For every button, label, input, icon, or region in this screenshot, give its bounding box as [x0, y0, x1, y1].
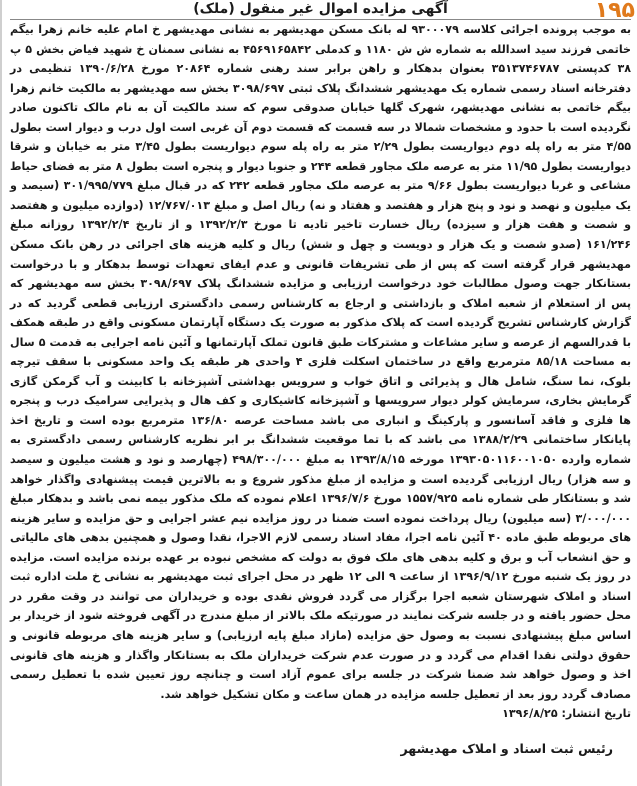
signature-line: رئیس ثبت اسناد و املاک مهدیشهر	[400, 741, 613, 756]
notice-body	[10, 20, 631, 724]
notice-title: آگهی مزایده اموال غیر منقول (ملک)	[10, 0, 631, 20]
scan-edge	[0, 0, 2, 786]
notice-paragraph: به موجب پرونده اجرائی کلاسه ۹۳۰۰۰۷۹ له بانک مسکن مهدیشهر به نشانی مهدیشهر خ امام علیه خانم زهرا بیگم خاتمی فرزند سید اسدالله به شماره ش ش ۱۱۸۰ و کدملی ۴۵۶۹۱۶۵۸۴۲ به نشانی سمنان خ شهید فیاض بخش ۵ پ ۳۸ کدپستی ۳۵۱۳۷۴۶۷۸۷ بعنوان بدهکار و راهن برابر سند رهنی شماره ۲۰۸۶۴ مورخ ۱۳۹۰/۶/۲۸ تنظیمی در دفترخانه اسناد رسمی شماره یک مهدیشهر ششدانگ پلاک ثبتی ۳۰۹۸/۶۹۷ بخش سه مهدیشهر به مالکیت خانم زهرا بیگم خاتمی به نشانی مهدیشهر، شهرک گلها خیابان صدوقی سوم که سند مالکیت آن به نام مالک تاکنون صادر نگردیده است با حدود و مشخصات شمالا در سه قسمت که قسمت دوم آن غربی است اول درب و دیوار است بطول ۴/۵۵ متر به راه پله دوم دیواریست بطول ۲/۲۹ متر به راه پله سوم دیواریست بطول ۳/۴۵ متر به خیابان و شرقا دیواریست بطول ۱۱/۹۵ متر به عرصه ملک مجاور قطعه ۲۴۴ و جنوبا دیوار و پنجره است بطول ۸ متر به فضای حیاط مشاعی و غربا دیواریست بطول ۹/۶۶ متر به عرصه ملک مجاور قطعه ۲۴۲ که در قبال مبلغ ۳۰۱/۹۹۵/۷۷۹ (سیصد و یک میلیون و نهصد و نود و پنج هزار و هفتصد و هفتاد و نه) ریال اصل و مبلغ ۱۲/۷۶۷/۰۱۳ (دوازده میلیون و هفتصد و شصت و هفت هزار و سیزده) ریال خسارت تاخیر تادیه تا مورخ ۱۳۹۲/۲/۳ و از تاریخ ۱۳۹۲/۲/۴ روزانه مبلغ ۱۶۱/۲۴۶ (صدو شصت و یک هزار و دویست و چهل و شش) ریال و کلیه هزینه های اجرائی در رهن بانک مسکن مهدیشهر قرار گرفته است که پس از طی تشریفات قانونی و عدم ایفای تعهدات توسط بدهکار و با درخواست بستانکار جهت وصول مطالبات خود درخواست ارزیابی و مزایده ششدانگ پلاک ۳۰۹۸/۶۹۷ بخش سه مهدیشهر که پس از استعلام از شعبه املاک و بازداشتی و ارجاع به کارشناس رسمی دادگستری ارزیابی قطعی گردید که در گزارش کارشناس تشریح گردیده است که پلاک مذکور به صورت یک دستگاه آپارتمان مسکونی واقع در طبقه همکف با قدرالسهم از عرصه و سایر مشاعات و مشترکات طبق قانون تملک آپارتمانها و آئین نامه اجرایی به قدمت ۵ سال به مساحت ۸۵/۱۸ مترمربع واقع در ساختمان اسکلت فلزی ۴ واحدی هر طبقه یک واحد مسکونی با سقف تیرچه بلوک، نما سنگ، شامل هال و پذیرائی و اتاق خواب و سرویس بهداشتی آشپزخانه با کابینت و آب گرمکن گازی گرمایش بخاری، سرمایش کولر دیوار سرویسها و آشپزخانه کاشیکاری و کف هال و پذیرایی سرامیک درب و پنجره ها فلزی و فاقد آسانسور و پارکینگ و انباری می باشد مساحت عرصه ۱۳۶/۸۰ مترمربع بوده است و تاریخ اخذ پایانکار ساختمانی ۱۳۸۸/۲/۲۹ می باشد که با تما موقعیت ششدانگ بر ابر نظریه کارشناس رسمی دادگستری به شماره وارده ۱۳۹۳۰۵۰۱۱۶۰۰۱۰۵۰ مورخه ۱۳۹۳/۸/۱۵ به مبلغ ۴۹۸/۳۰۰/۰۰۰ (چهارصد و نود و هشت میلیون و سیصد و سه هزار) ریال ارزیابی گردیده است و مزایده از مبلغ مذکور شروع و به بالاترین قیمت پیشنهادی واگذار خواهد شد و بستانکار طی شماره نامه ۱۵۵۷/۹۲۵ مورخ ۱۳۹۶/۷/۶ اعلام نموده که ملک مذکور بیمه نمی باشد و بدهکار مبلغ ۳/۰۰۰/۰۰۰ (سه میلیون) ریال پرداخت نموده است ضمنا در روز مزایده نیم عشر اجرایی و حق مزایده و سایر هزینه های مربوطه طبق ماده ۴۰ آئین نامه اجرا، مفاد اسناد رسمی لازم الاجرا، نقدا وصول و همچنین بدهی های مالیاتی و حق انشعاب آب و برق و کلیه بدهی های ملک فوق به دولت که مشخص نبوده بر عهده برنده مزایده است. مزایده در روز یک شنبه مورخ ۱۳۹۶/۹/۱۲ از ساعت ۹ الی ۱۲ ظهر در محل اجرای ثبت مهدیشهر به نشانی خ ملت اداره ثبت اسناد و املاک شهرستان شعبه اجرا برگزار می گردد فروش نقدی بوده و خریداران می توانند در وقت مقرر در محل حضور یافته و در جلسه شرکت نمایند در صورتیکه ملک بالاتر از مبلغ مندرج در آگهی فروخته شود از خریدار بر اساس مبلغ پیشنهادی نسبت به وصول حق مزایده (مازاد مبلغ پایه ارزیابی) و سایر هزینه های مربوطه قانونی و حقوق دولتی نقدا اقدام می گردد و در صورت عدم شرکت خریداران ملک به بستانکار واگذار و هزینه های قانونی اخذ و وصول خواهد شد ضمنا شرکت در جلسه برای عموم آزاد است و چنانچه روز تعیین شده با تعطیل رسمی مصادف گردد روز بعد از تعطیل جلسه مزایده در همان ساعت و مکان تشکیل خواهد شد.	[10, 23, 632, 701]
handwritten-number: ۱۹۵	[594, 0, 635, 23]
publish-date: تاریخ انتشار: ۱۳۹۶/۸/۲۵	[502, 707, 631, 721]
